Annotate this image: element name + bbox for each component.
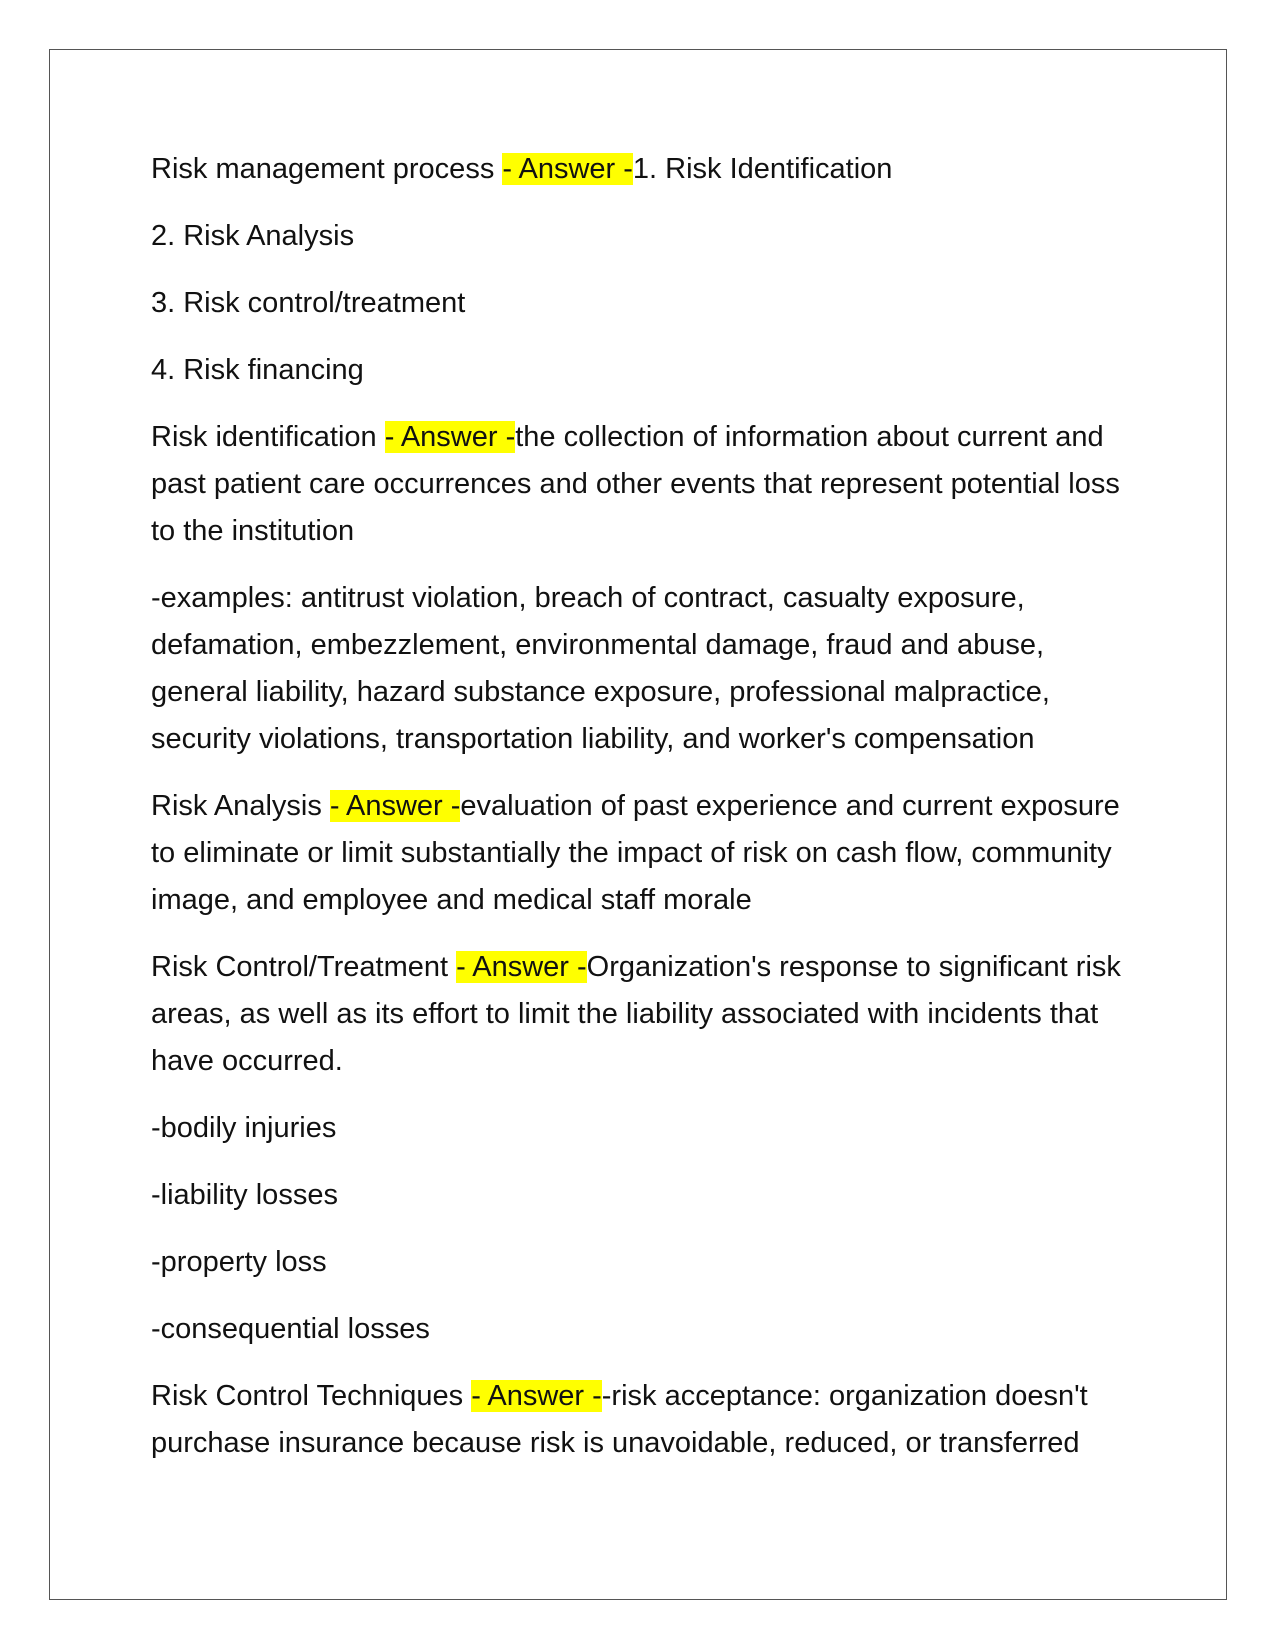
list-item (151, 1239, 1141, 1286)
term: Risk management process (151, 153, 503, 185)
list-item (151, 1306, 1141, 1353)
answer-text: -liability losses (151, 1179, 338, 1211)
answer-text: -consequential losses (151, 1313, 430, 1345)
paragraph-risk-control-treatment (151, 944, 1141, 1085)
paragraph-examples (151, 575, 1141, 763)
answer-text: the collection of information about current and past patient care occurrences and other events that represent potential loss to the institution (151, 421, 1120, 547)
answer-text: -property loss (151, 1246, 327, 1278)
term: Risk Control/Treatment (151, 951, 457, 983)
answer-text: 3. Risk control/treatment (151, 287, 466, 319)
answer-marker: - Answer - (384, 421, 516, 453)
paragraph-risk-identification (151, 414, 1141, 555)
term: Risk Analysis (151, 790, 330, 822)
answer-text: -examples: antitrust violation, breach of contract, casualty exposure, defamation, embezzlement, environmental damage, fraud and abuse, general liability, hazard substance exposure, professional malpractice, security violations, transportation liability, and worker's compensation (151, 582, 1050, 755)
list-item (151, 1105, 1141, 1152)
list-item (151, 213, 1141, 260)
answer-marker: - Answer - (502, 153, 633, 185)
term: Risk Control Techniques (151, 1380, 472, 1412)
answer-marker: - Answer - (329, 790, 461, 822)
answer-text: evaluation of past experience and current exposure to eliminate or limit substantially the impact of risk on cash flow, community image, and employee and medical staff morale (151, 790, 1120, 916)
answer-text: 1. Risk Identification (632, 153, 893, 185)
answer-text: -bodily injuries (151, 1112, 337, 1144)
term: Risk identification (151, 421, 385, 453)
answer-text: 4. Risk financing (151, 354, 364, 386)
answer-text: -risk acceptance: organization doesn't purchase insurance because risk is unavoidable, reduced, or transferred (151, 1380, 1088, 1459)
paragraph-risk-analysis (151, 783, 1141, 924)
answer-marker: - Answer - (456, 951, 587, 983)
list-item (151, 347, 1141, 394)
paragraph-risk-management-process (151, 146, 1141, 193)
list-item (151, 1172, 1141, 1219)
answer-text: 2. Risk Analysis (151, 220, 355, 252)
answer-text: Organization's response to significant risk areas, as well as its effort to limit the liability associated with incidents that have occurred. (151, 951, 1121, 1077)
list-item (151, 280, 1141, 327)
document-body (151, 146, 1141, 1487)
paragraph-risk-control-techniques (151, 1373, 1141, 1467)
answer-marker: - Answer - (471, 1380, 602, 1412)
